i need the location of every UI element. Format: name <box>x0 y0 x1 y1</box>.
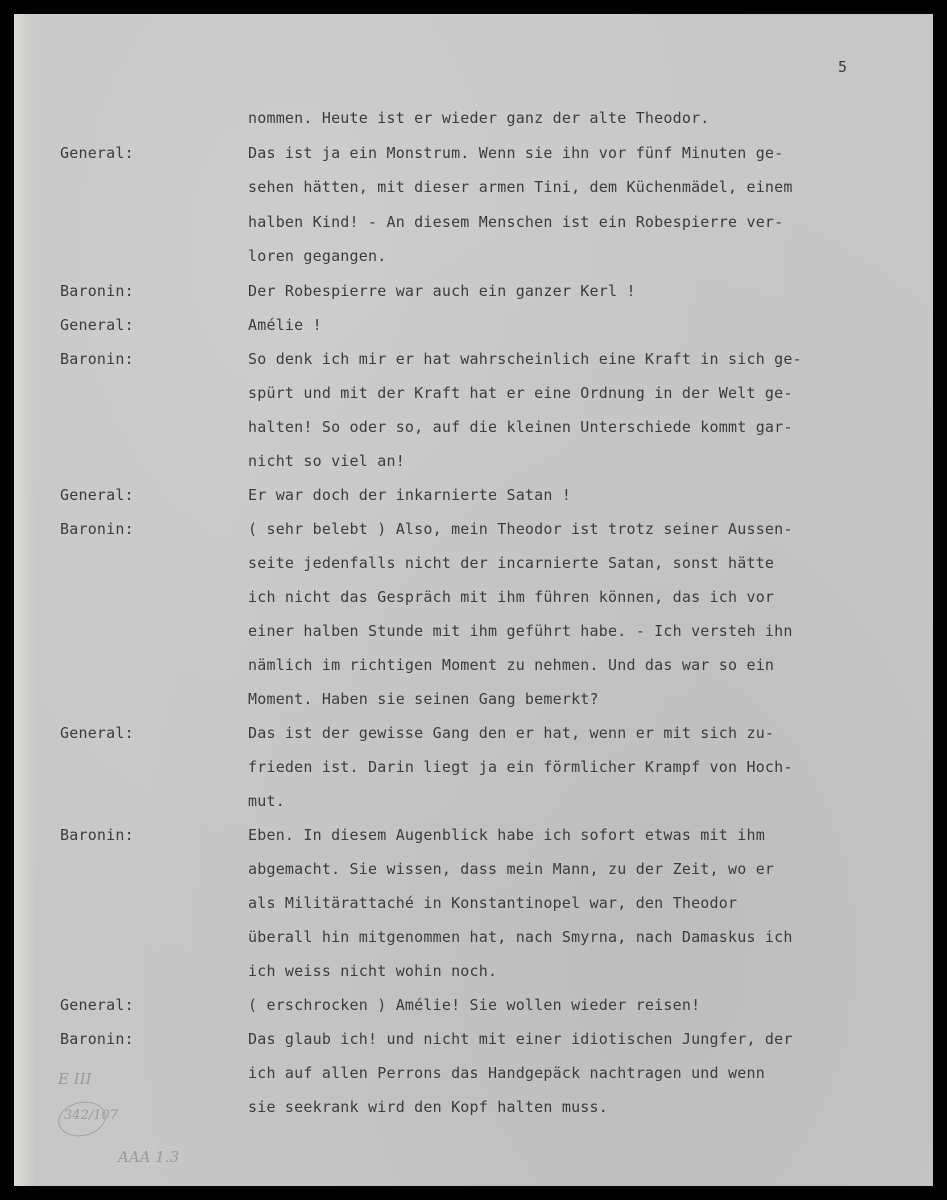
dialogue-text: sie seekrank wird den Kopf halten muss. <box>248 1098 608 1116</box>
dialogue-text: ich weiss nicht wohin noch. <box>248 962 498 980</box>
speaker-label: Baronin: <box>60 826 134 844</box>
speaker-label: General: <box>60 996 134 1014</box>
dialogue-text: loren gegangen. <box>248 247 387 265</box>
dialogue-text: Der Robespierre war auch ein ganzer Kerl ! <box>248 282 636 300</box>
dialogue-text: ( sehr belebt ) Also, mein Theodor ist trotz seiner Aussen- <box>248 520 793 538</box>
speaker-label: General: <box>60 724 134 742</box>
dialogue-text: Amélie ! <box>248 316 322 334</box>
dialogue-text: sehen hätten, mit dieser armen Tini, dem Küchenmädel, einem <box>248 178 793 196</box>
dialogue-text: als Militärattaché in Konstantinopel war, den Theodor <box>248 894 738 912</box>
speaker-label: Baronin: <box>60 520 134 538</box>
dialogue-text: nicht so viel an! <box>248 452 405 470</box>
dialogue-text: Eben. In diesem Augenblick habe ich sofort etwas mit ihm <box>248 826 765 844</box>
speaker-label: Baronin: <box>60 350 134 368</box>
dialogue-text: frieden ist. Darin liegt ja ein förmlicher Krampf von Hoch- <box>248 758 793 776</box>
speaker-label: Baronin: <box>60 1030 134 1048</box>
dialogue-text: ich auf allen Perrons das Handgepäck nachtragen und wenn <box>248 1064 765 1082</box>
dialogue-text: ich nicht das Gespräch mit ihm führen können, das ich vor <box>248 588 775 606</box>
dialogue-text: nämlich im richtigen Moment zu nehmen. Und das war so ein <box>248 656 775 674</box>
paper-edge <box>14 14 36 1186</box>
dialogue-text: nommen. Heute ist er wieder ganz der alte Theodor. <box>248 109 710 127</box>
dialogue-text: Das glaub ich! und nicht mit einer idiotischen Jungfer, der <box>248 1030 793 1048</box>
speaker-label: Baronin: <box>60 282 134 300</box>
archive-note: E III <box>58 1070 92 1088</box>
dialogue-text: mut. <box>248 792 285 810</box>
dialogue-text: überall hin mitgenommen hat, nach Smyrna, nach Damaskus ich <box>248 928 793 946</box>
dialogue-text: Er war doch der inkarnierte Satan ! <box>248 486 572 504</box>
dialogue-text: einer halben Stunde mit ihm geführt habe. - Ich versteh ihn <box>248 622 793 640</box>
dialogue-text: abgemacht. Sie wissen, dass mein Mann, zu der Zeit, wo er <box>248 860 775 878</box>
speaker-label: General: <box>60 144 134 162</box>
dialogue-text: Das ist ja ein Monstrum. Wenn sie ihn vor fünf Minuten ge- <box>248 144 784 162</box>
document-page <box>14 14 933 1186</box>
archive-note: 342/107 <box>64 1108 119 1123</box>
dialogue-text: halten! So oder so, auf die kleinen Unterschiede kommt gar- <box>248 418 793 436</box>
dialogue-text: So denk ich mir er hat wahrscheinlich eine Kraft in sich ge- <box>248 350 802 368</box>
dialogue-text: seite jedenfalls nicht der incarnierte Satan, sonst hätte <box>248 554 775 572</box>
page-number: 5 <box>838 58 848 76</box>
speaker-label: General: <box>60 486 134 504</box>
dialogue-text: Das ist der gewisse Gang den er hat, wenn er mit sich zu- <box>248 724 775 742</box>
dialogue-text: halben Kind! - An diesem Menschen ist ein Robespierre ver- <box>248 213 784 231</box>
dialogue-text: spürt und mit der Kraft hat er eine Ordnung in der Welt ge- <box>248 384 793 402</box>
dialogue-text: Moment. Haben sie seinen Gang bemerkt? <box>248 690 599 708</box>
dialogue-text: ( erschrocken ) Amélie! Sie wollen wieder reisen! <box>248 996 701 1014</box>
speaker-label: General: <box>60 316 134 334</box>
archive-note: AAA 1.3 <box>118 1148 180 1166</box>
